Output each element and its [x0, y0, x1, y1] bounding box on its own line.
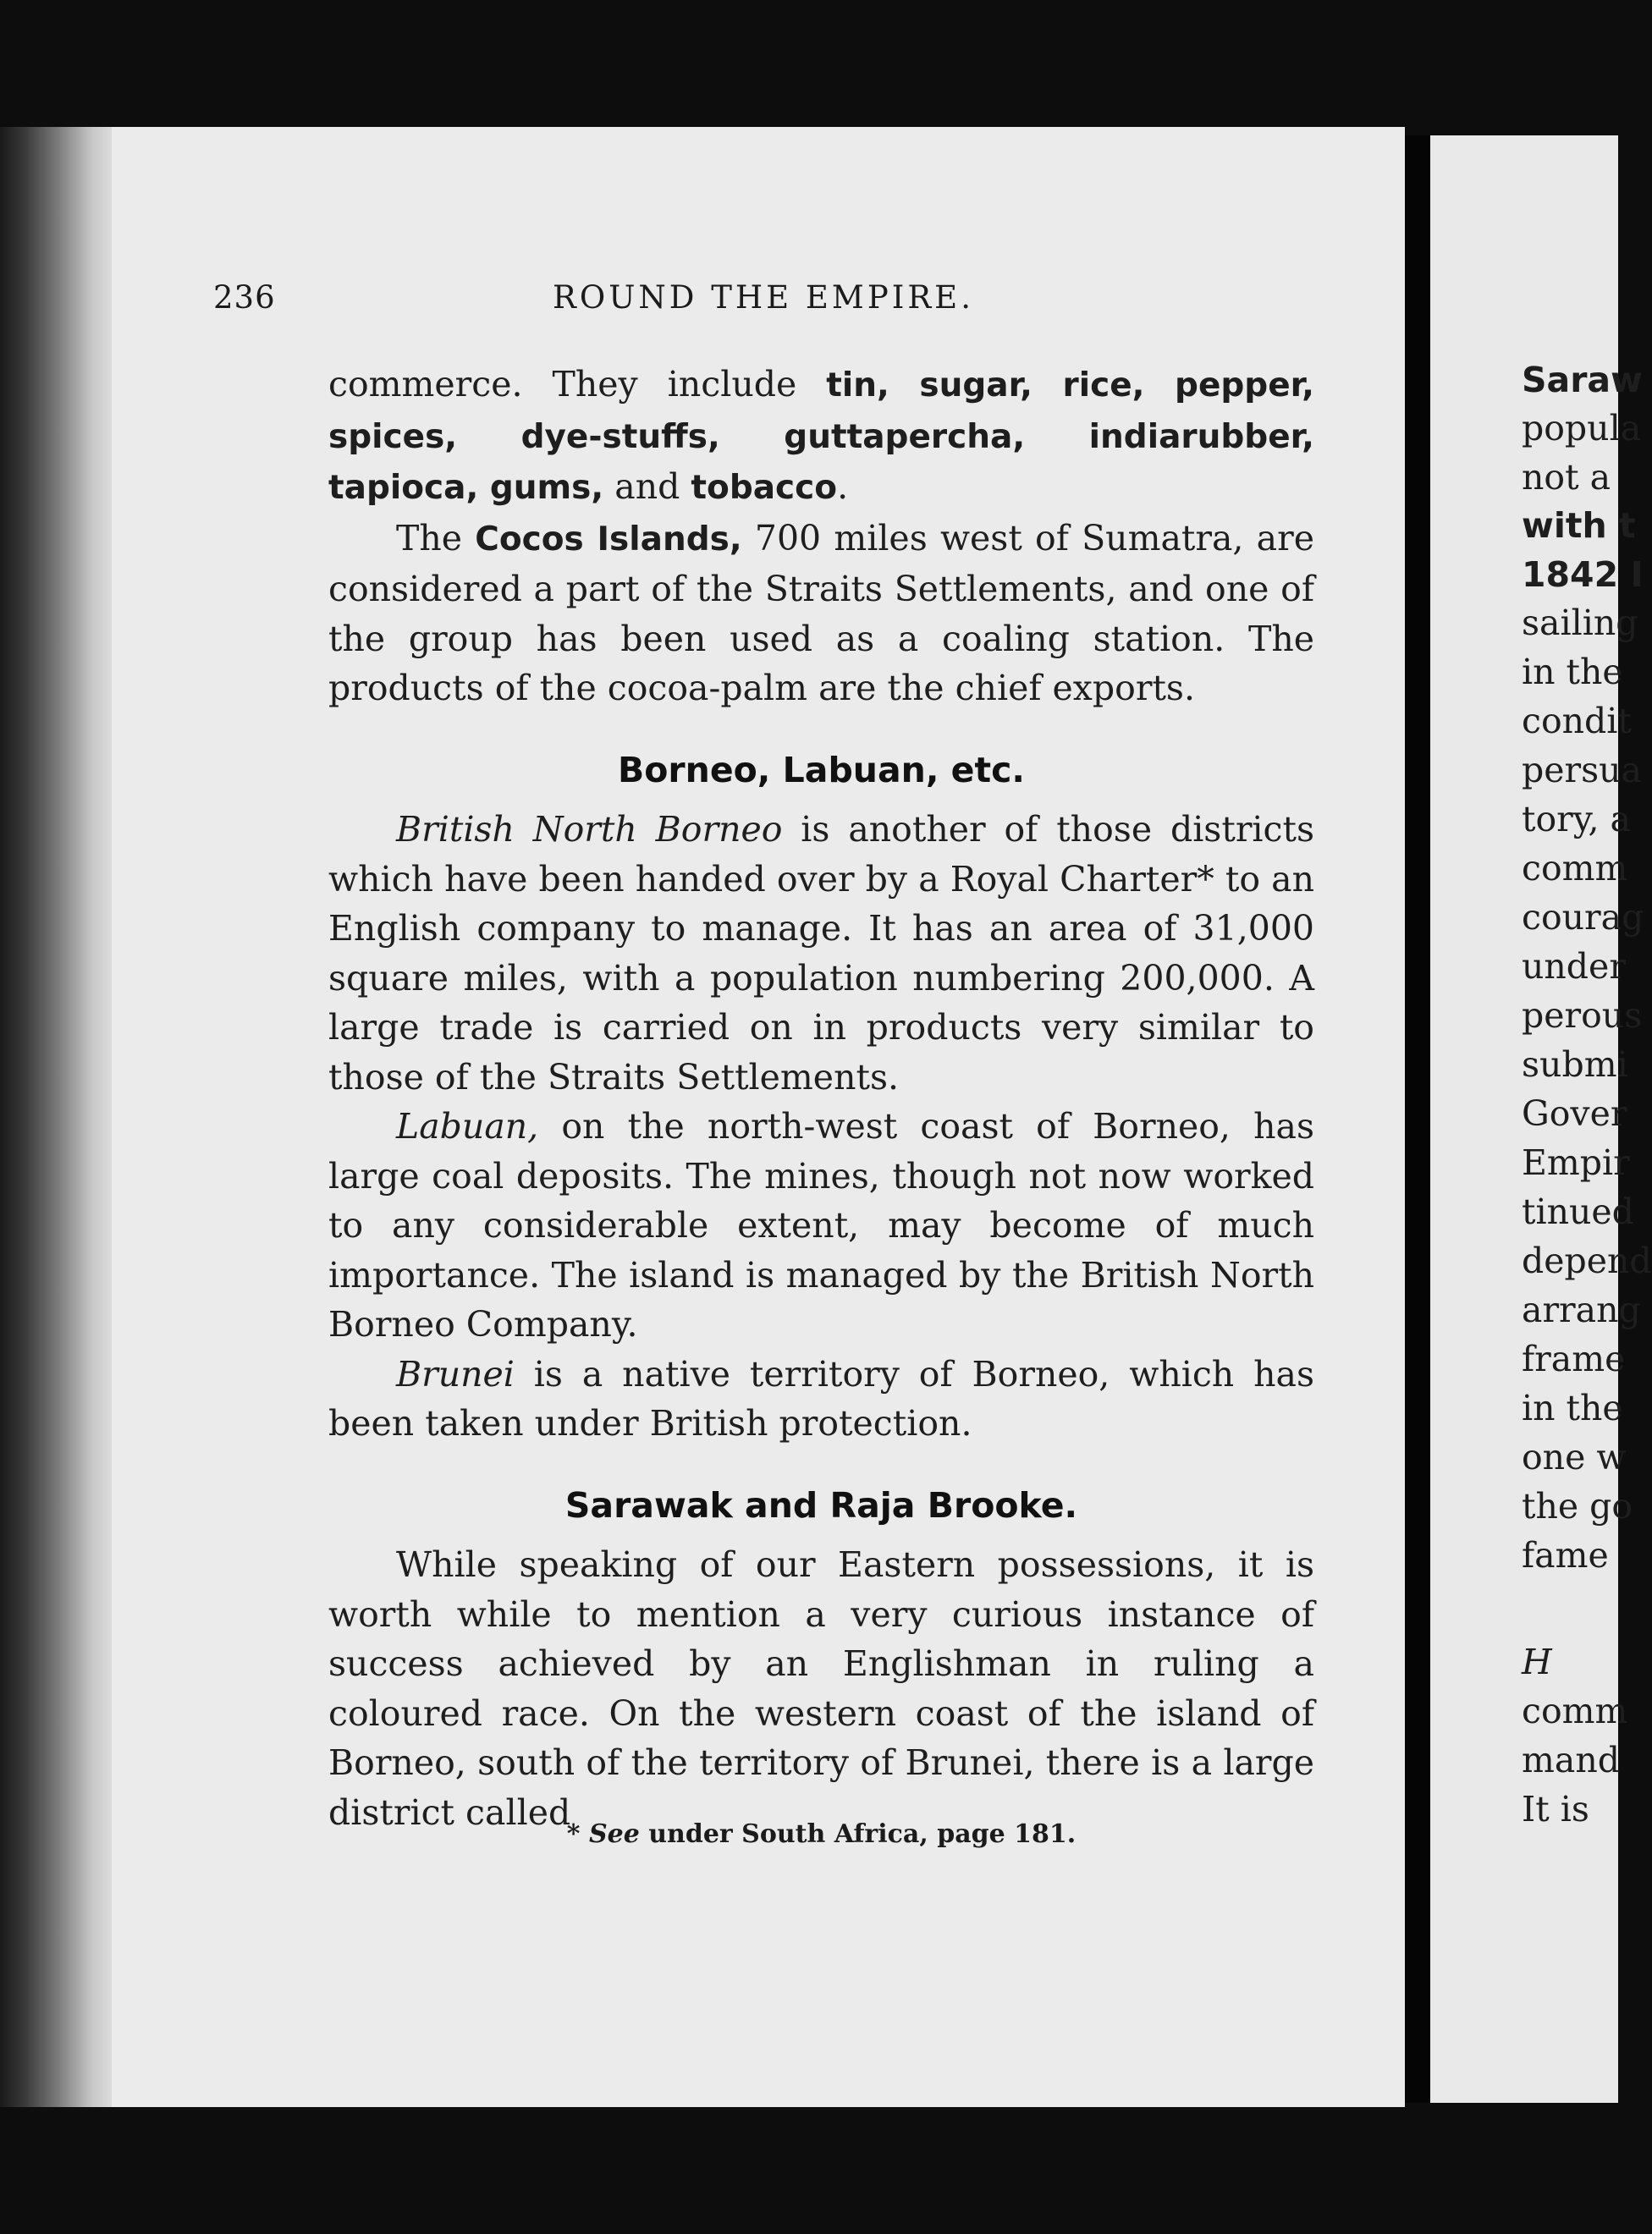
- right-page-line: not a: [1522, 457, 1611, 498]
- section-heading-borneo: Borneo, Labuan, etc.: [618, 749, 1025, 790]
- right-page-line: depend: [1522, 1241, 1652, 1281]
- right-page-line: in the: [1522, 652, 1623, 692]
- paragraph-labuan: Labuan, on the north-west coast of Borneo, has large coal deposits. The mines, though not now worked to any considerable extent, may become of much importance. The island is managed by the British North Borneo Company.: [328, 1106, 1314, 1345]
- right-page-line: with t: [1522, 505, 1636, 546]
- right-page-fragment: [1430, 135, 1652, 2103]
- right-page-line: under: [1522, 946, 1626, 987]
- right-page-line: tinued: [1522, 1191, 1634, 1232]
- right-page-line: comm: [1522, 848, 1628, 889]
- page-header: [213, 279, 1313, 322]
- right-page-line: courag: [1522, 897, 1644, 938]
- right-page-line: H: [1522, 1642, 1552, 1682]
- right-page-line: comm: [1522, 1691, 1628, 1731]
- right-page-line: popula: [1522, 408, 1642, 448]
- paragraph-north-borneo: British North Borneo is another of those districts which have been handed over by a Royal Charter* to an English company to manage. It has an area of 31,000 square miles, with a population numbering 200,000. A large trade is carried on in products very similar to those of the Straits Settlements.: [328, 809, 1315, 1098]
- right-page-line: Gover: [1522, 1093, 1627, 1134]
- main-text: [328, 360, 1314, 1837]
- right-page-line: sailing: [1522, 603, 1638, 643]
- right-page-line: persua: [1522, 750, 1642, 790]
- right-page-line: tory, a: [1522, 799, 1631, 839]
- right-page-line: in the: [1522, 1388, 1623, 1428]
- right-page-line: frame: [1522, 1339, 1626, 1379]
- running-head: ROUND THE EMPIRE.: [553, 279, 974, 316]
- right-page-line: It is: [1522, 1789, 1589, 1830]
- right-page-line: fame: [1522, 1535, 1609, 1576]
- right-page-line: mand: [1522, 1740, 1620, 1780]
- book-spine: [0, 127, 112, 2107]
- right-page-line: Empir: [1522, 1142, 1630, 1183]
- paragraph-brunei: Brunei is a native territory of Borneo, which has been taken under British protection.: [328, 1353, 1314, 1444]
- right-page-line: condit: [1522, 701, 1632, 741]
- right-page-line: Saraw: [1522, 360, 1643, 400]
- paragraph-cocos: The Cocos Islands, 700 miles west of Sumatra, are considered a part of the Straits Settlements, and one of the group has been used as a coaling station. The products of the cocoa-palm are the chief exports.: [328, 517, 1314, 708]
- footnote: * See under South Africa, page 181.: [566, 1819, 1077, 1849]
- right-page-line: arrang: [1522, 1290, 1641, 1330]
- right-page-line: 1842 I: [1522, 554, 1644, 595]
- section-heading-sarawak: Sarawak and Raja Brooke.: [564, 1484, 1078, 1526]
- page-gutter: [1405, 135, 1430, 2103]
- right-page-line: submi: [1522, 1044, 1628, 1085]
- paragraph-sarawak: While speaking of our Eastern possessions, it is worth while to mention a very curious instance of success achieved by an Englishman in ruling a coloured race. On the western coast of the island of Borneo, south of the territory of Brunei, there is a large district called: [328, 1544, 1314, 1833]
- paragraph-commerce: commerce. They include tin, sugar, rice, pepper, spices, dye-stuffs, guttapercha, indiarubber, tapioca, gums, and tobacco.: [328, 364, 1314, 507]
- right-page-line: one w: [1522, 1437, 1627, 1477]
- right-page-line: perous: [1522, 995, 1643, 1036]
- page-number: 236: [213, 279, 276, 316]
- right-page-line: the go: [1522, 1486, 1633, 1527]
